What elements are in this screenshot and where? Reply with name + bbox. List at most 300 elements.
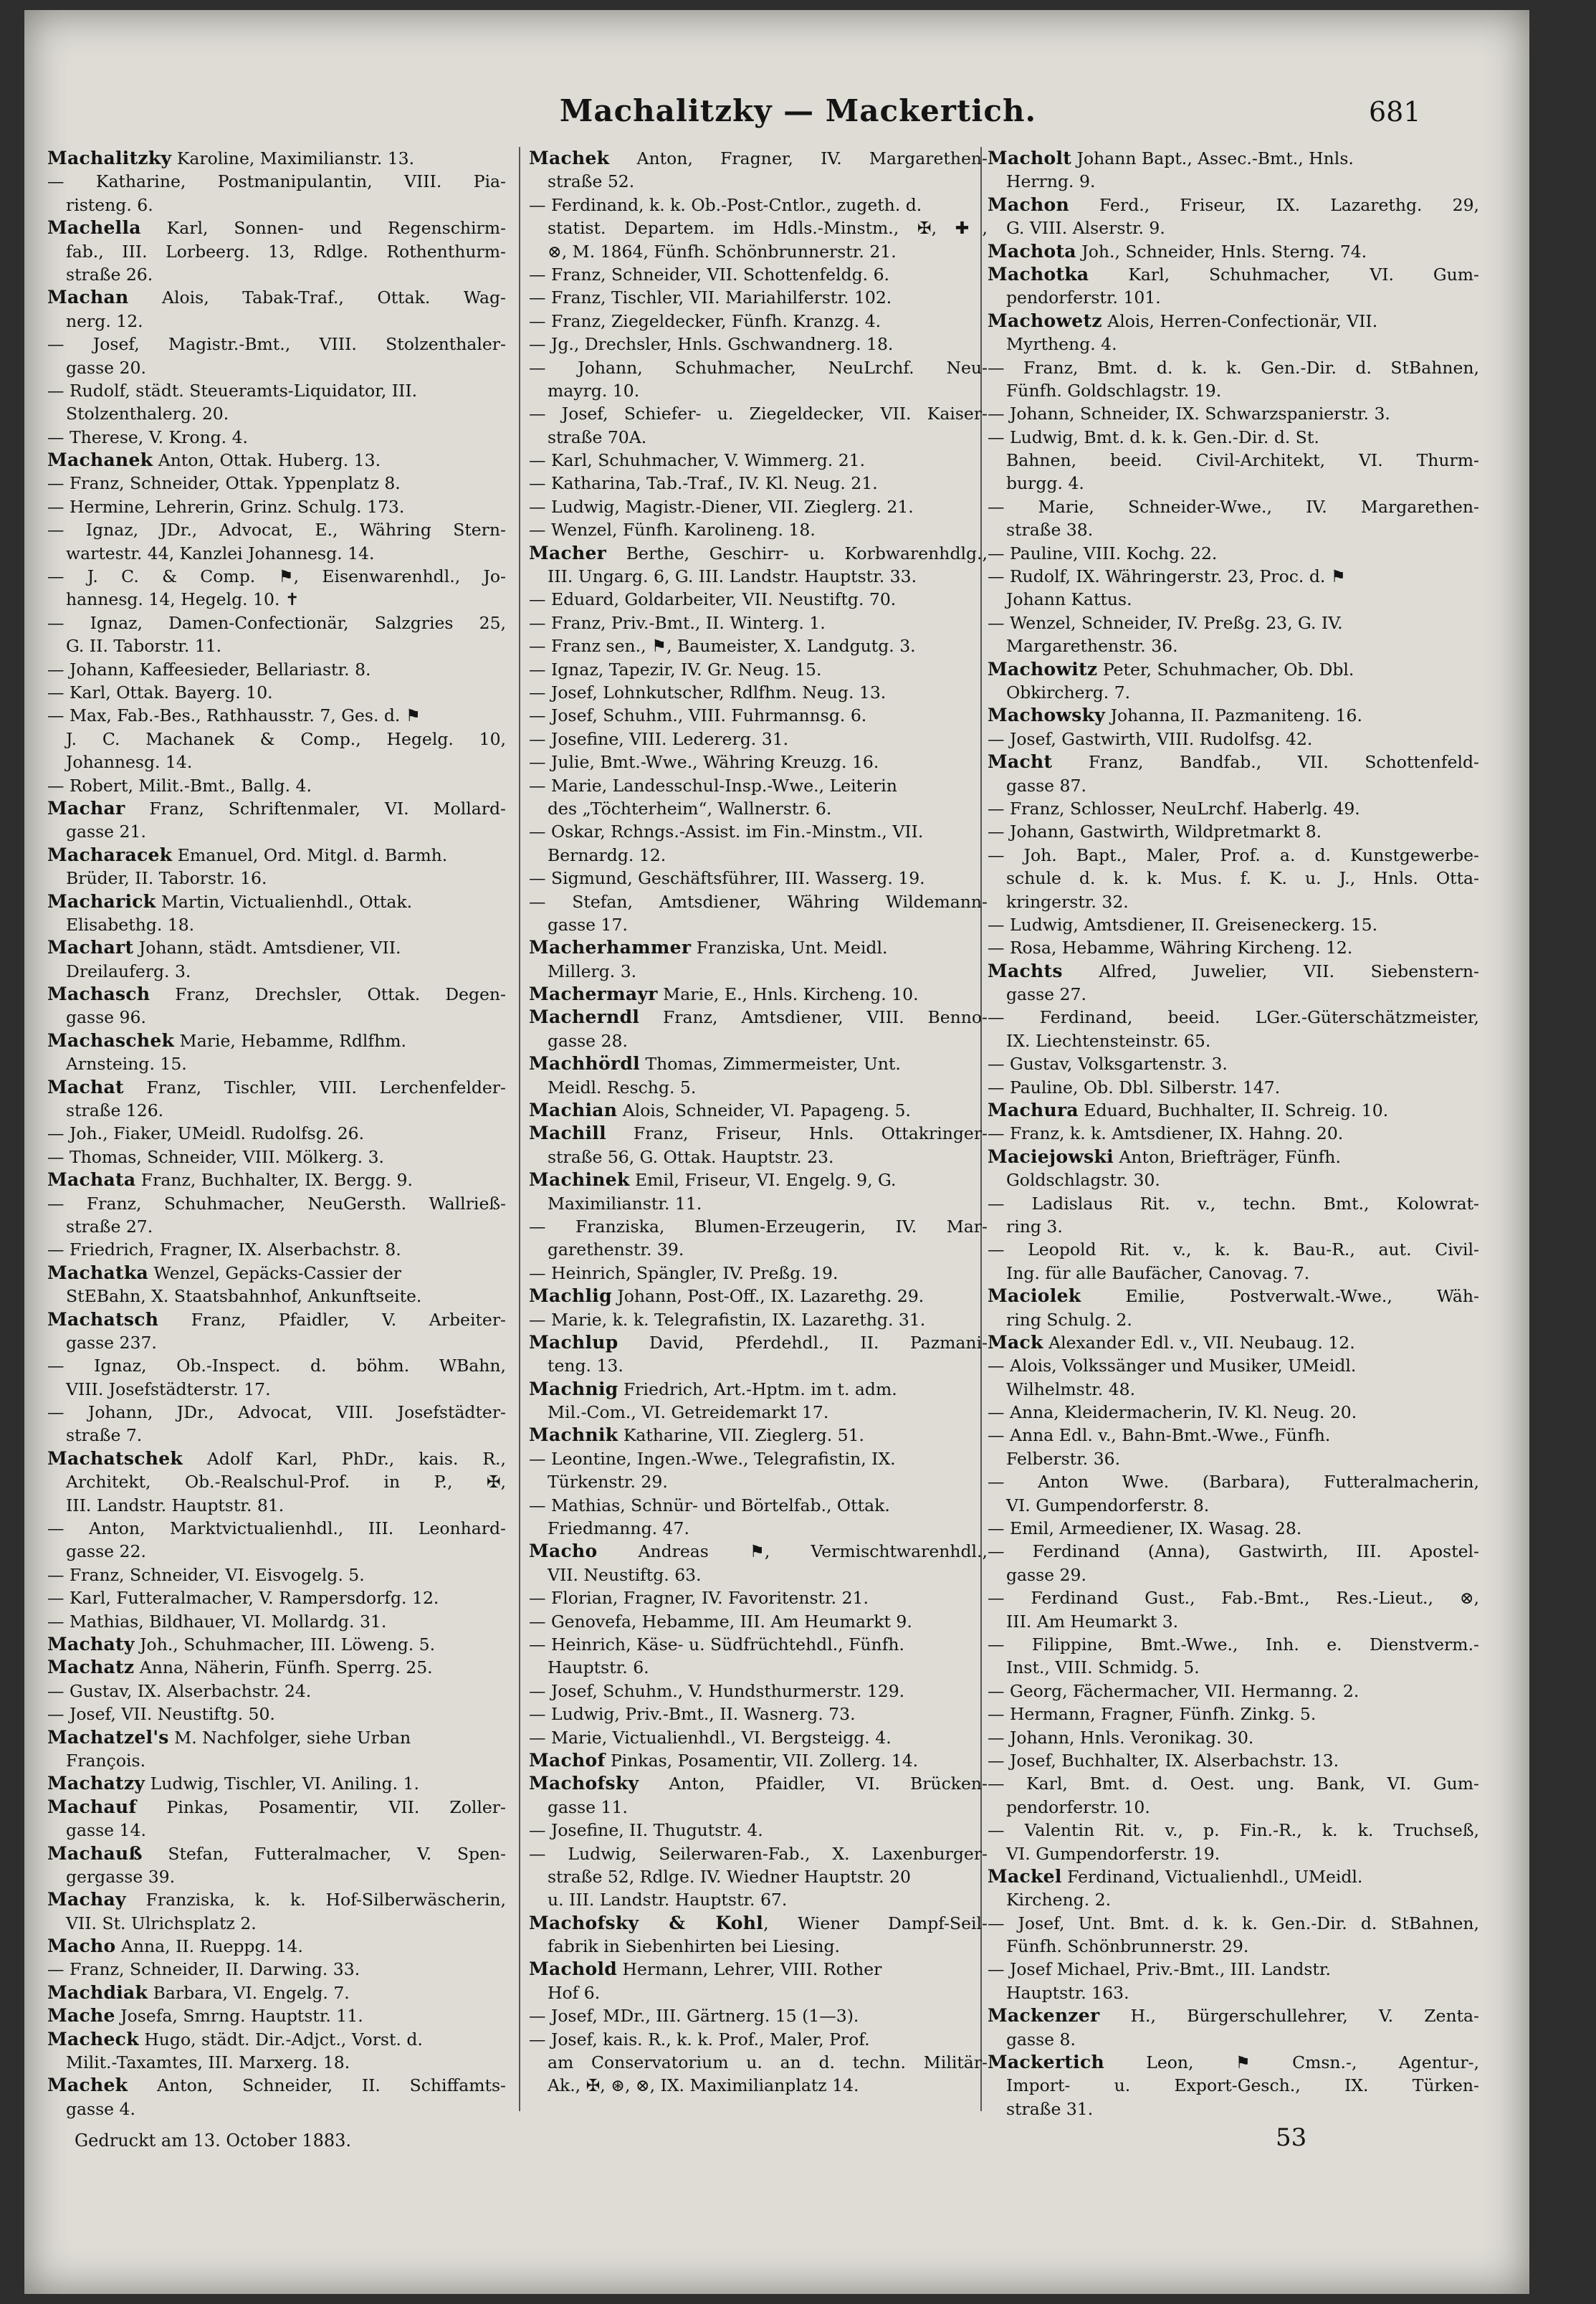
entry-text: — Marie, Victualienhdl., VI. Bergsteigg. 4. xyxy=(529,1727,892,1748)
entry-text: — Stefan, Amtsdiener, Währing Wildemann- xyxy=(529,891,988,912)
entry-text: Dreilauferg. 3. xyxy=(66,961,191,981)
entry-text: — J. C. & Comp. ⚑, Eisenwarenhdl., Jo- xyxy=(47,566,506,587)
directory-entry-line xyxy=(529,194,988,216)
directory-entry-line xyxy=(529,240,988,263)
entry-text: — Johann, Schuhmacher, NeuLrchf. Neu- xyxy=(529,357,988,378)
directory-entry-line xyxy=(988,1540,1479,1563)
entry-text: Hof 6. xyxy=(548,1982,601,2003)
directory-entry-line xyxy=(988,426,1479,449)
entry-text: — Ferdinand, k. k. Ob.-Post-Cntlor., zugeth. d. xyxy=(529,194,922,215)
entry-text: straße 31. xyxy=(1006,2098,1094,2119)
directory-entry-headline xyxy=(47,1029,506,1052)
directory-entry-line xyxy=(529,867,988,890)
directory-entry-line xyxy=(47,1285,506,1308)
entry-text: Franz, Bandfab., VII. Schottenfeld- xyxy=(1052,752,1479,773)
entry-text: — Franz sen., ⚑, Baumeister, X. Landgutg. 3. xyxy=(529,636,916,657)
directory-entry-line xyxy=(988,379,1479,402)
directory-entry-line xyxy=(529,449,988,472)
directory-entry-line xyxy=(988,2028,1479,2051)
directory-entry-line xyxy=(529,1703,988,1725)
entry-text: — Karl, Bmt. d. Oest. ung. Bank, VI. Gum- xyxy=(988,1774,1479,1794)
directory-entry-line xyxy=(47,1610,506,1633)
entry-surname: Machowetz xyxy=(988,310,1102,331)
entry-text: garethenstr. 39. xyxy=(548,1239,684,1260)
directory-entry-line xyxy=(988,634,1479,657)
entry-text: Franz, Friseur, Hnls. Ottakringer- xyxy=(606,1123,988,1144)
directory-entry-line xyxy=(988,844,1479,867)
entry-surname: Macht xyxy=(988,751,1053,773)
directory-entry-headline xyxy=(988,1865,1479,1888)
directory-entry-line xyxy=(988,936,1479,959)
entry-text: — Marie, Schneider-Wwe., IV. Margarethen- xyxy=(988,496,1479,517)
entry-surname: Macheck xyxy=(47,2028,139,2050)
directory-entry-line xyxy=(988,1563,1479,1586)
directory-entry-line xyxy=(988,1052,1479,1075)
entry-text: Ferd., Friseur, IX. Lazarethg. 29, xyxy=(1069,194,1479,215)
entry-text: Hugo, städt. Dir.-Adjct., Vorst. d. xyxy=(138,2029,423,2050)
entry-text: Maximilianstr. 11. xyxy=(548,1193,702,1214)
directory-entry-line xyxy=(47,1099,506,1122)
directory-entry-line xyxy=(47,1238,506,1261)
entry-text: Martin, Victualienhdl., Ottak. xyxy=(156,891,413,912)
entry-text: Thomas, Zimmermeister, Unt. xyxy=(639,1054,901,1075)
directory-entry-line xyxy=(988,611,1479,634)
directory-entry-line xyxy=(47,1958,506,1981)
directory-entry-line xyxy=(47,1146,506,1168)
entry-text: Obkircherg. 7. xyxy=(1006,682,1131,703)
entry-surname: Machella xyxy=(47,217,141,239)
directory-entry-line xyxy=(47,820,506,843)
directory-entry-line xyxy=(988,449,1479,472)
directory-entry-line xyxy=(529,2028,988,2051)
entry-text: — Florian, Fragner, IV. Favoritenstr. 21. xyxy=(529,1588,869,1609)
directory-entry-line xyxy=(529,1308,988,1331)
entry-text: — Franz, Schuhmacher, NeuGersth. Wallrieß- xyxy=(47,1193,506,1214)
entry-text: Franziska, Unt. Meidl. xyxy=(691,938,888,958)
entry-text: — Franziska, Blumen-Erzeugerin, IV. Mar- xyxy=(529,1216,988,1237)
entry-text: — Heinrich, Käse- u. Südfrüchtehdl., Fünfh. xyxy=(529,1634,904,1655)
entry-text: — Franz, Priv.-Bmt., II. Winterg. 1. xyxy=(529,612,826,633)
entry-text: — Josef, VII. Neustiftg. 50. xyxy=(47,1704,275,1725)
directory-entry-line xyxy=(988,1680,1479,1703)
directory-entry-headline xyxy=(529,1331,988,1354)
directory-entry-line xyxy=(47,2098,506,2120)
directory-entry-line xyxy=(529,1842,988,1865)
entry-text: wartestr. 44, Kanzlei Johannesg. 14. xyxy=(66,543,375,563)
entry-text: Türkenstr. 29. xyxy=(548,1472,668,1493)
directory-entry-line xyxy=(988,565,1479,588)
directory-entry-line xyxy=(988,402,1479,425)
directory-entry-line xyxy=(988,1726,1479,1749)
entry-text: — Marie, Landesschul-Insp.-Wwe., Leiterin xyxy=(529,775,897,796)
entry-text: Friedrich, Art.-Hptm. im t. adm. xyxy=(618,1379,897,1399)
entry-text: — Johann, Gastwirth, Wildpretmarkt 8. xyxy=(988,822,1322,842)
directory-entry-headline xyxy=(47,1888,506,1911)
entry-text: Import- u. Export-Gesch., IX. Türken- xyxy=(1006,2075,1479,2096)
directory-entry-headline xyxy=(47,936,506,959)
entry-text: — Ignaz, Ob.-Inspect. d. böhm. WBahn, xyxy=(47,1356,506,1376)
entry-text: statist. Departem. im Hdls.-Minstm., ✠, ✚, xyxy=(548,218,988,239)
page-number: 681 xyxy=(1369,96,1421,128)
entry-text: Joh., Schuhmacher, III. Löweng. 5. xyxy=(134,1634,436,1655)
entry-text: Berthe, Geschirr- u. Korbwarenhdlg., xyxy=(606,543,988,563)
entry-surname: Machnig xyxy=(529,1378,618,1399)
directory-entry-line xyxy=(988,170,1479,193)
directory-entry-line xyxy=(529,634,988,657)
entry-text: hannesg. 14, Hegelg. 10. ✝ xyxy=(66,589,300,610)
entry-surname: Mack xyxy=(988,1331,1043,1353)
entry-surname: Macher xyxy=(529,542,607,563)
entry-text: Meidl. Reschg. 5. xyxy=(548,1077,697,1098)
entry-text: — Josef, Magistr.-Bmt., VIII. Stolzenthaler- xyxy=(47,334,506,355)
entry-text: Johann, Post-Off., IX. Lazarethg. 29. xyxy=(611,1286,924,1307)
entry-surname: Macherndl xyxy=(529,1006,640,1028)
directory-entry-line xyxy=(988,1610,1479,1633)
entry-surname: Machasch xyxy=(47,984,150,1005)
entry-text: Emilie, Postverwalt.-Wwe., Wäh- xyxy=(1081,1286,1479,1307)
entry-text: G. VIII. Alserstr. 9. xyxy=(1006,218,1165,239)
entry-text: Ferdinand, Victualienhdl., UMeidl. xyxy=(1061,1866,1363,1887)
directory-entry-line xyxy=(988,681,1479,704)
entry-text: Elisabethg. 18. xyxy=(66,914,195,935)
directory-entry-headline xyxy=(529,1749,988,1772)
directory-entry-line xyxy=(988,1656,1479,1679)
directory-entry-line xyxy=(47,240,506,263)
directory-entry-line xyxy=(529,495,988,518)
entry-surname: Machalitzky xyxy=(47,148,172,168)
entry-text: Felberstr. 36. xyxy=(1006,1448,1121,1469)
entry-text: Franz, Drechsler, Ottak. Degen- xyxy=(150,984,506,1005)
entry-surname: Machauß xyxy=(47,1842,143,1864)
print-date: Gedruckt am 13. October 1883. xyxy=(75,2131,352,2151)
directory-entry-line xyxy=(47,1586,506,1609)
directory-entry-line xyxy=(529,960,988,983)
entry-surname: Machatka xyxy=(47,1262,148,1283)
directory-entry-line xyxy=(529,1238,988,1261)
entry-text: G. II. Taborstr. 11. xyxy=(66,636,222,657)
directory-entry-headline xyxy=(529,983,988,1006)
entry-text: — Franz, Tischler, VII. Mariahilferstr. 102. xyxy=(529,287,892,308)
directory-entry-headline xyxy=(988,2004,1479,2027)
entry-text: — Ludwig, Amtsdiener, II. Greiseneckerg. 15. xyxy=(988,914,1378,935)
entry-text: — Ferdinand (Anna), Gastwirth, III. Apostel- xyxy=(988,1541,1479,1562)
directory-entry-line xyxy=(47,1819,506,1842)
directory-entry-line xyxy=(529,216,988,239)
entry-text: Ak., ✠, ⊛, ⊗, IX. Maximilianplatz 14. xyxy=(548,2075,859,2096)
directory-entry-line xyxy=(47,472,506,495)
entry-surname: Macho xyxy=(529,1541,598,1562)
directory-entry-headline xyxy=(988,960,1479,983)
directory-entry-line xyxy=(529,1215,988,1238)
directory-entry-line xyxy=(529,728,988,751)
entry-surname: Machatz xyxy=(47,1657,135,1678)
directory-entry-line xyxy=(988,518,1479,541)
directory-entry-line xyxy=(529,1586,988,1609)
directory-entry-line xyxy=(529,402,988,425)
directory-entry-headline xyxy=(988,1099,1479,1122)
directory-entry-line xyxy=(529,472,988,495)
directory-entry-line xyxy=(47,1424,506,1447)
directory-entry-line xyxy=(988,820,1479,843)
directory-entry-line xyxy=(529,1076,988,1099)
entry-text: Anton, Fragner, IV. Margarethen- xyxy=(609,148,988,168)
entry-text: — Josef, Schiefer- u. Ziegeldecker, VII. Kaiser- xyxy=(529,404,988,424)
entry-surname: Machermayr xyxy=(529,984,658,1005)
entry-text: Mil.-Com., VI. Getreidemarkt 17. xyxy=(548,1402,829,1423)
entry-text: Myrtheng. 4. xyxy=(1006,334,1117,355)
directory-entry-line xyxy=(529,681,988,704)
entry-text: — Gustav, Volksgartenstr. 3. xyxy=(988,1054,1228,1075)
directory-entry-line xyxy=(988,913,1479,936)
entry-text: — Ignaz, Damen-Confectionär, Salzgries 25, xyxy=(47,612,506,633)
entry-text: fab., III. Lorbeerg. 13, Rdlge. Rothenthurm- xyxy=(66,241,506,262)
entry-text: Anton, Schneider, II. Schiffamts- xyxy=(128,2075,506,2096)
entry-text: Karl, Sonnen- und Regenschirm- xyxy=(140,218,506,239)
directory-entry-line xyxy=(529,1517,988,1540)
entry-surname: Machat xyxy=(47,1076,124,1098)
directory-entry-line xyxy=(529,379,988,402)
entry-text: — Robert, Milit.-Bmt., Ballg. 4. xyxy=(47,775,312,796)
entry-text: VII. St. Ulrichsplatz 2. xyxy=(66,1913,257,1933)
entry-text: Emanuel, Ord. Mitgl. d. Barmh. xyxy=(172,844,448,865)
directory-entry-line xyxy=(47,1378,506,1401)
entry-text: ring Schulg. 2. xyxy=(1006,1309,1132,1330)
directory-entry-headline xyxy=(988,2051,1479,2074)
entry-surname: Machatzy xyxy=(47,1773,145,1794)
directory-entry-line xyxy=(988,472,1479,495)
entry-text: Anton, Pfaidler, VI. Brücken- xyxy=(639,1774,988,1794)
directory-entry-headline xyxy=(988,1146,1479,1168)
entry-text: — Hermine, Lehrerin, Grinz. Schulg. 173. xyxy=(47,496,405,517)
entry-text: Ludwig, Tischler, VI. Aniling. 1. xyxy=(145,1774,419,1794)
directory-entry-line xyxy=(988,216,1479,239)
entry-surname: Machota xyxy=(988,240,1076,262)
directory-entry-line xyxy=(47,867,506,890)
directory-entry-line xyxy=(529,565,988,588)
directory-entry-line xyxy=(988,1378,1479,1401)
directory-entry-headline xyxy=(529,1912,988,1935)
entry-text: VIII. Josefstädterstr. 17. xyxy=(66,1379,271,1399)
entry-text: — Wenzel, Fünfh. Karolineng. 18. xyxy=(529,520,816,541)
directory-entry-line xyxy=(529,1494,988,1517)
directory-entry-line xyxy=(529,263,988,286)
directory-entry-line xyxy=(529,1470,988,1493)
entry-text: Alois, Schneider, VI. Papageng. 5. xyxy=(617,1100,911,1121)
entry-text: — Mathias, Schnür- und Börtelfab., Ottak. xyxy=(529,1495,890,1515)
directory-entry-line xyxy=(47,1006,506,1029)
directory-entry-headline xyxy=(47,147,506,170)
entry-text: — Franz, Schneider, VII. Schottenfeldg. 6. xyxy=(529,264,889,285)
entry-text: — Genovefa, Hebamme, III. Am Heumarkt 9. xyxy=(529,1611,912,1632)
entry-surname: Machatschek xyxy=(47,1447,183,1469)
entry-text: — Leontine, Ingen.-Wwe., Telegrafistin, IX. xyxy=(529,1448,896,1469)
entry-text: straße 52, Rdlge. IV. Wiedner Hauptstr. 20 xyxy=(548,1866,911,1887)
directory-entry-line xyxy=(47,518,506,541)
entry-text: — Gustav, IX. Alserbachstr. 24. xyxy=(47,1680,312,1701)
entry-text: straße 26. xyxy=(66,264,153,285)
page-header xyxy=(0,93,1596,136)
entry-text: fabrik in Siebenhirten bei Liesing. xyxy=(548,1936,840,1957)
entry-text: straße 56, G. Ottak. Hauptstr. 23. xyxy=(548,1146,834,1167)
entry-text: — Ludwig, Priv.-Bmt., II. Wasnerg. 73. xyxy=(529,1704,856,1725)
entry-text: Hauptstr. 6. xyxy=(548,1657,649,1678)
directory-entry-line xyxy=(988,1633,1479,1656)
directory-entry-line xyxy=(529,2004,988,2027)
entry-text: — Ferdinand Gust., Fab.-Bmt., Res.-Lieut., ⊗, xyxy=(988,1588,1479,1609)
entry-surname: Machek xyxy=(529,148,610,168)
directory-entry-line xyxy=(988,867,1479,890)
directory-entry-line xyxy=(47,774,506,797)
directory-entry-line xyxy=(529,1796,988,1819)
entry-text: gasse 20. xyxy=(66,357,146,378)
entry-text: — Franz, Schlosser, NeuLrchf. Haberlg. 49. xyxy=(988,798,1360,819)
entry-text: , Wiener Dampf-Seil- xyxy=(763,1913,988,1933)
directory-entry-headline xyxy=(47,1842,506,1865)
entry-surname: Maciolek xyxy=(988,1285,1081,1307)
entry-text: Franz, Buchhalter, IX. Bergg. 9. xyxy=(135,1170,413,1191)
entry-surname: Machay xyxy=(47,1889,126,1910)
directory-entry-headline xyxy=(529,1772,988,1795)
entry-text: gasse 96. xyxy=(66,1007,146,1028)
entry-surname: Machart xyxy=(47,937,134,958)
directory-entry-headline xyxy=(988,658,1479,681)
entry-text: Pinkas, Posamentir, VII. Zollerg. 14. xyxy=(605,1750,919,1771)
directory-entry-line xyxy=(988,1470,1479,1493)
entry-text: — Josefine, II. Thugutstr. 4. xyxy=(529,1820,763,1841)
directory-entry-line xyxy=(988,797,1479,820)
directory-entry-line xyxy=(988,1262,1479,1285)
entry-text: Eduard, Buchhalter, II. Schreig. 10. xyxy=(1078,1100,1389,1121)
entry-text: — Mathias, Bildhauer, VI. Mollardg. 31. xyxy=(47,1611,387,1632)
entry-text: — Pauline, Ob. Dbl. Silberstr. 147. xyxy=(988,1077,1281,1098)
entry-text: — Franz, Schneider, VI. Eisvogelg. 5. xyxy=(47,1564,365,1585)
entry-surname: Mackel xyxy=(988,1865,1062,1887)
directory-entry-line xyxy=(47,426,506,449)
directory-entry-line xyxy=(529,310,988,333)
entry-text: Alois, Herren-Confectionär, VII. xyxy=(1102,310,1378,331)
entry-text: Margarethenstr. 36. xyxy=(1006,636,1178,657)
entry-text: Inst., VIII. Schmidg. 5. xyxy=(1006,1657,1200,1678)
entry-text: u. III. Landstr. Hauptstr. 67. xyxy=(548,1890,788,1910)
entry-surname: Macharick xyxy=(47,890,156,912)
entry-text: — Pauline, VIII. Kochg. 22. xyxy=(988,543,1218,563)
directory-entry-line xyxy=(47,1749,506,1772)
entry-text: — Eduard, Goldarbeiter, VII. Neustiftg. 70. xyxy=(529,589,897,610)
entry-text: gasse 87. xyxy=(1006,775,1086,796)
directory-entry-line xyxy=(988,1215,1479,1238)
entry-text: Kircheng. 2. xyxy=(1006,1890,1112,1910)
entry-surname: Machts xyxy=(988,960,1063,981)
directory-entry-line xyxy=(988,1981,1479,2004)
entry-text: III. Landstr. Hauptstr. 81. xyxy=(66,1495,285,1515)
entry-text: François. xyxy=(66,1750,146,1771)
directory-entry-line xyxy=(529,1447,988,1470)
entry-text: Franz, Schriftenmaler, VI. Mollard- xyxy=(125,798,506,819)
directory-entry-headline xyxy=(47,1656,506,1679)
directory-entry-line xyxy=(988,1494,1479,1517)
directory-entry-headline xyxy=(47,1772,506,1795)
entry-text: Franz, Tischler, VIII. Lerchenfelder- xyxy=(123,1077,506,1098)
directory-entry-line xyxy=(47,1912,506,1935)
entry-text: — Anton Wwe. (Barbara), Futteralmacherin, xyxy=(988,1472,1479,1493)
directory-entry-line xyxy=(47,1215,506,1238)
entry-text: — Wenzel, Schneider, IV. Preßg. 23, G. IV. xyxy=(988,612,1343,633)
directory-entry-line xyxy=(529,1354,988,1377)
directory-entry-line xyxy=(47,751,506,773)
entry-surname: Machaschek xyxy=(47,1029,175,1051)
directory-entry-headline xyxy=(47,1308,506,1331)
directory-entry-line xyxy=(47,960,506,983)
entry-surname: Machata xyxy=(47,1169,136,1191)
directory-entry-line xyxy=(988,728,1479,751)
entry-text: gergasse 39. xyxy=(66,1866,176,1887)
directory-entry-headline xyxy=(529,936,988,959)
entry-text: — Rosa, Hebamme, Währing Kircheng. 12. xyxy=(988,938,1353,958)
directory-entry-headline xyxy=(529,1122,988,1145)
directory-entry-line xyxy=(529,426,988,449)
directory-entry-line xyxy=(988,286,1479,309)
entry-text: risteng. 6. xyxy=(66,194,153,215)
directory-column-3 xyxy=(988,147,1479,2120)
directory-entry-line xyxy=(988,2074,1479,2097)
entry-surname: Machanek xyxy=(47,449,153,471)
directory-entry-headline xyxy=(529,1958,988,1981)
directory-entry-line xyxy=(47,658,506,681)
entry-text: des „Töchterheim“, Wallnerstr. 6. xyxy=(548,798,832,819)
entry-text: ⊗, M. 1864, Fünfh. Schönbrunnerstr. 21. xyxy=(548,241,897,262)
entry-text: Josefa, Smrng. Hauptstr. 11. xyxy=(115,2006,363,2027)
entry-text: Adolf Karl, PhDr., kais. R., xyxy=(183,1448,506,1469)
directory-entry-line xyxy=(988,774,1479,797)
entry-surname: Machnik xyxy=(529,1424,618,1446)
entry-text: teng. 13. xyxy=(548,1356,623,1376)
directory-entry-line xyxy=(529,1610,988,1633)
directory-entry-line xyxy=(988,1354,1479,1377)
directory-entry-headline xyxy=(988,240,1479,263)
entry-surname: Macho xyxy=(47,1936,116,1957)
directory-entry-line xyxy=(988,1517,1479,1540)
directory-entry-line xyxy=(988,1424,1479,1447)
directory-entry-line xyxy=(988,333,1479,356)
entry-surname: Machowsky xyxy=(988,705,1106,726)
directory-entry-line xyxy=(988,890,1479,913)
directory-entry-headline xyxy=(529,147,988,170)
entry-text: Anna, Näherin, Fünfh. Sperrg. 25. xyxy=(134,1657,433,1678)
entry-surname: Machura xyxy=(988,1100,1079,1121)
entry-text: Wilhelmstr. 48. xyxy=(1006,1379,1136,1399)
entry-text: — Emil, Armeediener, IX. Wasag. 28. xyxy=(988,1518,1302,1539)
directory-entry-line xyxy=(47,495,506,518)
entry-text: straße 38. xyxy=(1006,520,1094,541)
entry-surname: Macholt xyxy=(988,148,1072,168)
entry-text: — Josef, kais. R., k. k. Prof., Maler, Prof. xyxy=(529,2029,870,2050)
entry-text: — Hermann, Fragner, Fünfh. Zinkg. 5. xyxy=(988,1704,1317,1725)
entry-surname: Machlig xyxy=(529,1285,612,1307)
directory-entry-headline xyxy=(47,983,506,1006)
directory-entry-line xyxy=(47,1354,506,1377)
entry-text: David, Pferdehdl., II. Pazmani- xyxy=(618,1332,988,1353)
directory-entry-line xyxy=(529,890,988,913)
entry-text: — Katharine, Postmanipulantin, VIII. Pia- xyxy=(47,171,506,192)
directory-entry-headline xyxy=(988,704,1479,727)
directory-entry-headline xyxy=(47,1981,506,2004)
directory-entry-line xyxy=(529,1146,988,1168)
entry-text: — Franz, Bmt. d. k. k. Gen.-Dir. d. StBahnen, xyxy=(988,357,1479,378)
entry-surname: Machill xyxy=(529,1123,606,1144)
directory-entry-line xyxy=(529,797,988,820)
entry-text: — Jg., Drechsler, Hnls. Gschwandnerg. 18. xyxy=(529,334,894,355)
entry-text: VII. Neustiftg. 63. xyxy=(548,1564,702,1585)
